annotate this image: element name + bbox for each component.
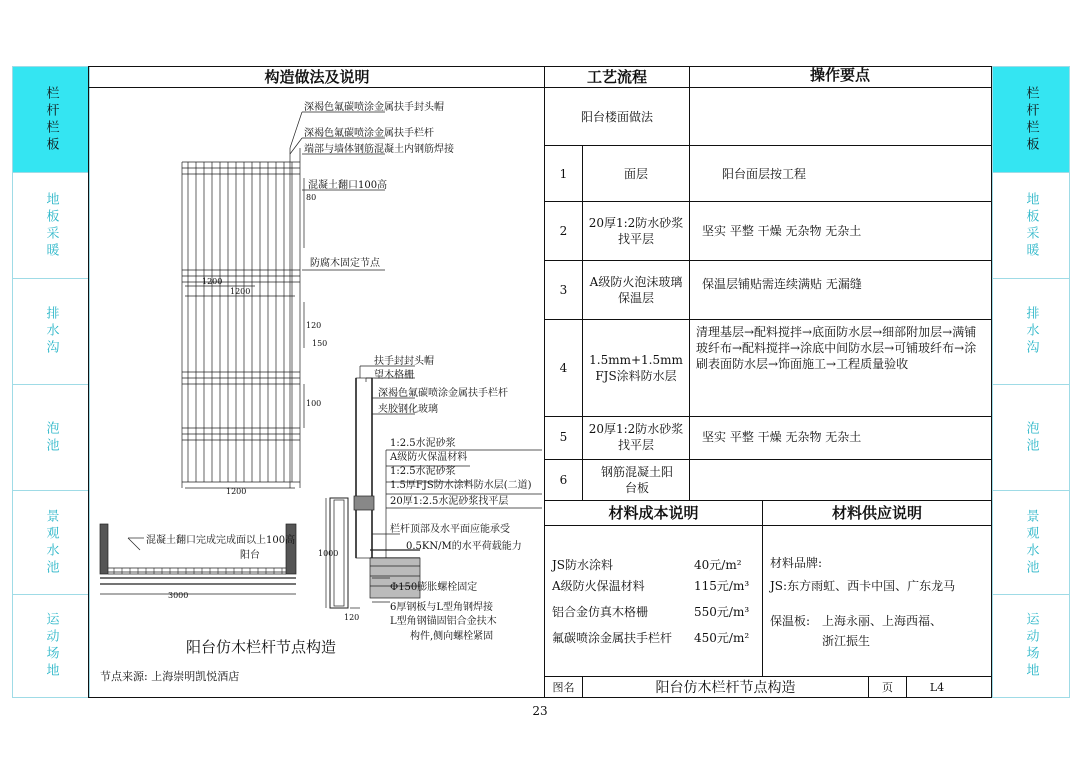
footer-page-label: 页 (882, 680, 893, 694)
cost-item (552, 629, 757, 646)
label-mortar-2: 1:2.5水泥砂浆 (390, 466, 456, 477)
label-balcony: 阳台 (240, 550, 260, 561)
step-name: 20厚1:2防水砂浆找平层 (588, 216, 684, 246)
dim-150: 150 (312, 339, 328, 348)
tab-label: 泡池 (1023, 420, 1039, 455)
step-point: 保温层铺贴需连续满贴 无漏缝 (702, 277, 862, 291)
label-glass: 夹胶钢化玻璃 (378, 404, 438, 415)
step-name: 面层 (623, 166, 648, 181)
footer-title: 阳台仿木栏杆节点构造 (655, 679, 796, 696)
cost-item-name: A级防火保温材料 (552, 579, 645, 593)
tab-drainage[interactable] (993, 278, 1069, 384)
header-key-points: 操作要点 (809, 66, 870, 84)
tab-sports[interactable] (13, 594, 89, 698)
label-bolt: Φ150膨胀螺栓固定 (390, 582, 478, 593)
step-point: 坚实 平整 干燥 无杂物 无杂土 (702, 224, 862, 238)
header-cost: 材料成本说明 (608, 504, 699, 522)
tab-label: 排水沟 (43, 306, 59, 357)
tab-label: 地板采暖 (43, 191, 59, 260)
tab-landscape-pool[interactable] (993, 490, 1069, 594)
dim-80: 80 (306, 193, 317, 202)
cost-item-name: 铝合金仿真木格栅 (552, 605, 649, 619)
step-no: 1 (559, 166, 568, 181)
tab-landscape-pool[interactable] (13, 490, 89, 594)
tab-label: 运动场地 (1023, 612, 1039, 680)
left-tab-strip (12, 66, 90, 698)
tab-floor-heating[interactable] (13, 172, 89, 278)
railing-elevation-upper (182, 148, 300, 488)
header-supply: 材料供应说明 (831, 504, 922, 522)
tab-railing[interactable] (993, 66, 1069, 172)
label-screed: 20厚1:2.5水泥砂浆找平层 (390, 496, 509, 507)
tab-drainage[interactable] (13, 278, 89, 384)
label-steel-plate: 6厚钢板与L型角钢焊接 (390, 602, 494, 613)
right-tab-strip (992, 66, 1070, 698)
supply-js: JS:东方雨虹、西卡中国、广东龙马 (770, 579, 956, 593)
tab-label: 栏杆栏板 (43, 85, 59, 154)
tab-railing[interactable] (13, 66, 89, 172)
dim-120: 120 (306, 321, 322, 330)
label-wood-fix: 防腐木固定节点 (310, 258, 380, 269)
label-waterproof: 1.5厚FJS防水涂料防水层(二道) (390, 480, 532, 491)
cost-item (552, 556, 757, 573)
dim-1200-b: 1200 (230, 287, 251, 296)
tab-label: 景观水池 (1023, 508, 1039, 577)
supply-insulation-1: 上海永丽、上海西福、 (822, 614, 943, 628)
label-bolt-side: 构件,侧向螺栓紧固 (410, 631, 494, 642)
step-no: 6 (559, 473, 568, 487)
cost-item-name: 氟碳喷涂金属扶手栏杆 (552, 631, 673, 645)
tab-label: 泡池 (43, 420, 59, 455)
label-load-2: 0.5KN/M的水平荷载能力 (406, 541, 522, 552)
label-angle: L型角钢锚固铝合金扶木 (390, 616, 497, 627)
drawing-title: 阳台仿木栏杆节点构造 (186, 638, 337, 656)
cost-item (552, 603, 757, 620)
tab-label: 景观水池 (43, 508, 59, 577)
cost-item-price: 115元/m³ (694, 579, 750, 593)
step-no: 2 (559, 224, 568, 238)
tab-label: 排水沟 (1023, 306, 1039, 357)
step-no: 3 (559, 283, 568, 297)
cost-item-price: 550元/m³ (694, 605, 750, 619)
railing-elevation-lower (182, 372, 300, 482)
cost-item-name: JS防水涂料 (552, 558, 614, 572)
supply-insulation-label: 保温板: (770, 614, 811, 628)
label-upstand-plan: 混凝土翻口完成完成面以上100高 (146, 535, 296, 546)
railing-drawing (90, 88, 543, 696)
drawing-source: 节点来源: 上海崇明凯悦酒店 (100, 670, 240, 683)
step-point: 坚实 平整 干燥 无杂物 无杂土 (702, 430, 862, 444)
label-grille: 望木格栅 (374, 370, 414, 381)
label-handrail-cap: 深褐色氟碳喷涂金属扶手封头帽 (304, 102, 444, 113)
dim-1200-c: 1200 (226, 487, 247, 496)
cost-item-price: 40元/m² (694, 558, 742, 572)
tab-pool[interactable] (13, 384, 89, 490)
label-weld: 端部与墙体钢筋混凝土内钢筋焊接 (304, 144, 454, 155)
tab-label: 运动场地 (43, 612, 59, 680)
tab-label: 地板采暖 (1023, 191, 1039, 260)
step-name: 钢筋混凝土阳台板 (600, 465, 673, 495)
step-point: 清理基层→配料搅拌→底面防水层→细部附加层→满铺玻纤布→配料搅拌→涂底中间防水层→可铺玻纤布→涂刷表面防水层→饰面施工→工程质量验收 (696, 325, 977, 371)
dim-3000: 3000 (168, 591, 189, 600)
dim-120-b: 120 (344, 613, 360, 622)
step-no: 4 (559, 361, 568, 375)
label-upstand: 混凝土翻口100高 (308, 180, 388, 191)
label-handrail-2: 深褐色氟碳喷涂金属扶手栏杆 (378, 388, 508, 399)
tab-label: 栏杆栏板 (1023, 85, 1039, 154)
label-mortar: 1:2.5水泥砂浆 (390, 438, 456, 449)
label-load-1: 栏杆顶部及水平面应能承受 (390, 524, 510, 535)
step-no: 5 (559, 430, 568, 444)
dim-1200: 1200 (202, 277, 223, 286)
header-construction: 构造做法及说明 (264, 68, 370, 86)
dim-100: 100 (306, 399, 322, 408)
tab-floor-heating[interactable] (993, 172, 1069, 278)
label-cap-end: 扶手封封头帽 (374, 356, 434, 367)
tab-sports[interactable] (993, 594, 1069, 698)
step-name: 20厚1:2防水砂浆找平层 (588, 422, 684, 452)
tab-pool[interactable] (993, 384, 1069, 490)
step-point: 阳台面层按工程 (722, 166, 807, 181)
header-process: 工艺流程 (586, 68, 647, 86)
label-handrail: 深褐色氟碳喷涂金属扶手栏杆 (304, 128, 434, 139)
step-name: A级防火泡沫玻璃保温层 (589, 275, 683, 305)
step-name: 1.5mm+1.5mm FJS涂料防水层 (589, 353, 683, 383)
supply-insulation-2: 浙江振生 (822, 634, 871, 648)
process-title: 阳台楼面做法 (580, 109, 653, 124)
footer-label: 图名 (552, 680, 575, 694)
page-number: 23 (532, 704, 548, 718)
cost-item-price: 450元/m² (694, 631, 750, 645)
label-insulation: A级防火保温材料 (390, 452, 468, 463)
footer-page: L4 (929, 680, 945, 694)
cost-item (552, 577, 757, 594)
supply-brand-label: 材料品牌: (770, 556, 823, 570)
dim-1000: 1000 (318, 549, 339, 558)
